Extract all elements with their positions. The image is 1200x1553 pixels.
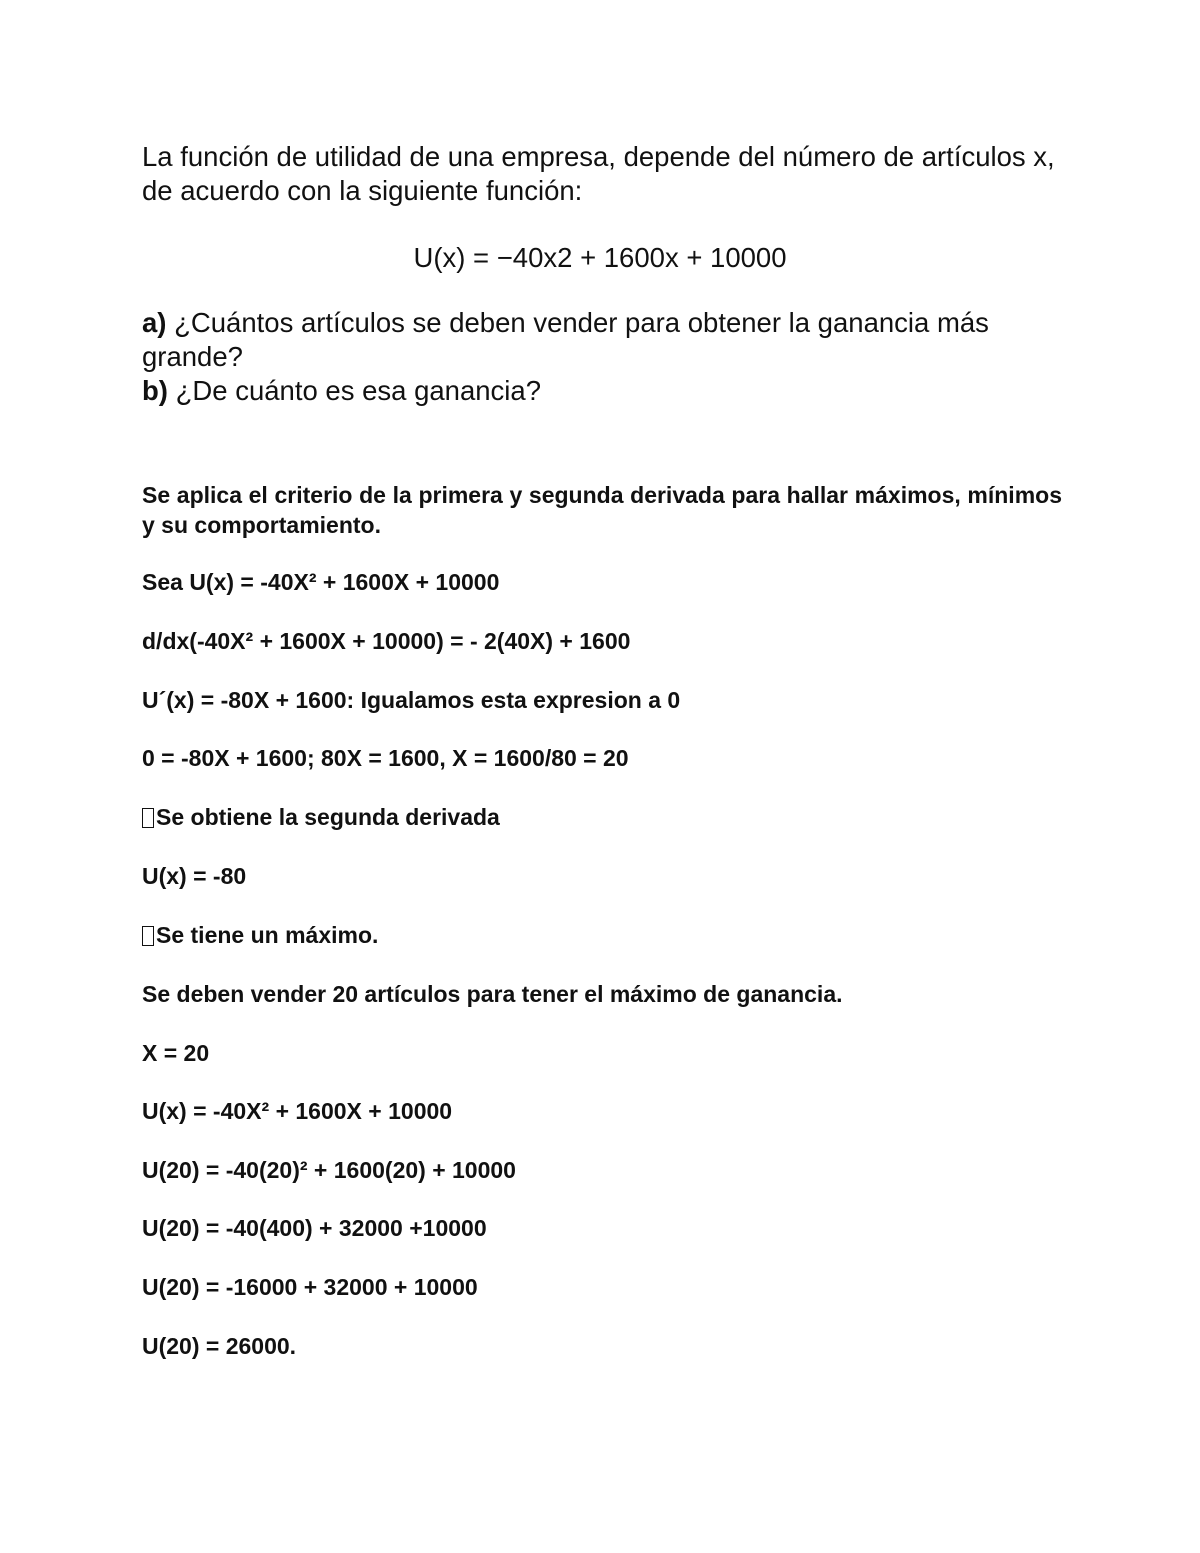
question-b-label: b) [142, 375, 168, 406]
solution-line-7 [142, 920, 1062, 950]
solution-line-1: Sea U(x) = -40X² + 1600X + 10000 [142, 569, 500, 595]
question-a-label: a) [142, 307, 167, 338]
solution-line-7-text: Se tiene un máximo. [156, 922, 379, 948]
solution-line-4: 0 = -80X + 1600; 80X = 1600, X = 1600/80 = 20 [142, 745, 629, 771]
solution-line-3: U´(x) = -80X + 1600: Igualamos esta expresion a 0 [142, 687, 681, 713]
question-a-text: ¿Cuántos artículos se deben vender para obtener la ganancia más grande? [142, 307, 989, 372]
solution-line-2: d/dx(-40X² + 1600X + 10000) = - 2(40X) + 1600 [142, 628, 631, 654]
problem-intro [142, 140, 1062, 208]
solution-line-12: U(20) = -40(400) + 32000 +10000 [142, 1215, 487, 1241]
missing-glyph-icon [142, 808, 154, 828]
question-a [142, 306, 1062, 374]
solution-line-10: U(x) = -40X² + 1600X + 10000 [142, 1098, 453, 1124]
solution-line-9: X = 20 [142, 1040, 210, 1066]
solution-line-5-text: Se obtiene la segunda derivada [156, 804, 500, 830]
solution-line-6: U(x) = -80 [142, 863, 247, 889]
solution-line-8: Se deben vender 20 artículos para tener el máximo de ganancia. [142, 981, 843, 1007]
solution-criterion: Se aplica el criterio de la primera y segunda derivada para hallar máximos, mínimos y su comportamiento. [142, 482, 1062, 538]
solution-line-14: U(20) = 26000. [142, 1333, 297, 1359]
missing-glyph-icon [142, 926, 154, 946]
question-b [142, 374, 1062, 408]
utility-formula: U(x) = −40x2 + 1600x + 10000 [413, 242, 787, 273]
solution-line-13: U(20) = -16000 + 32000 + 10000 [142, 1274, 478, 1300]
solution-line-11: U(20) = -40(20)² + 1600(20) + 10000 [142, 1157, 516, 1183]
solution-line-5 [142, 802, 1062, 832]
question-b-text: ¿De cuánto es esa ganancia? [167, 375, 541, 406]
questions [142, 306, 1062, 408]
intro-text: La función de utilidad de una empresa, depende del número de artículos x, de acuerdo con la siguiente función: [142, 141, 1055, 206]
